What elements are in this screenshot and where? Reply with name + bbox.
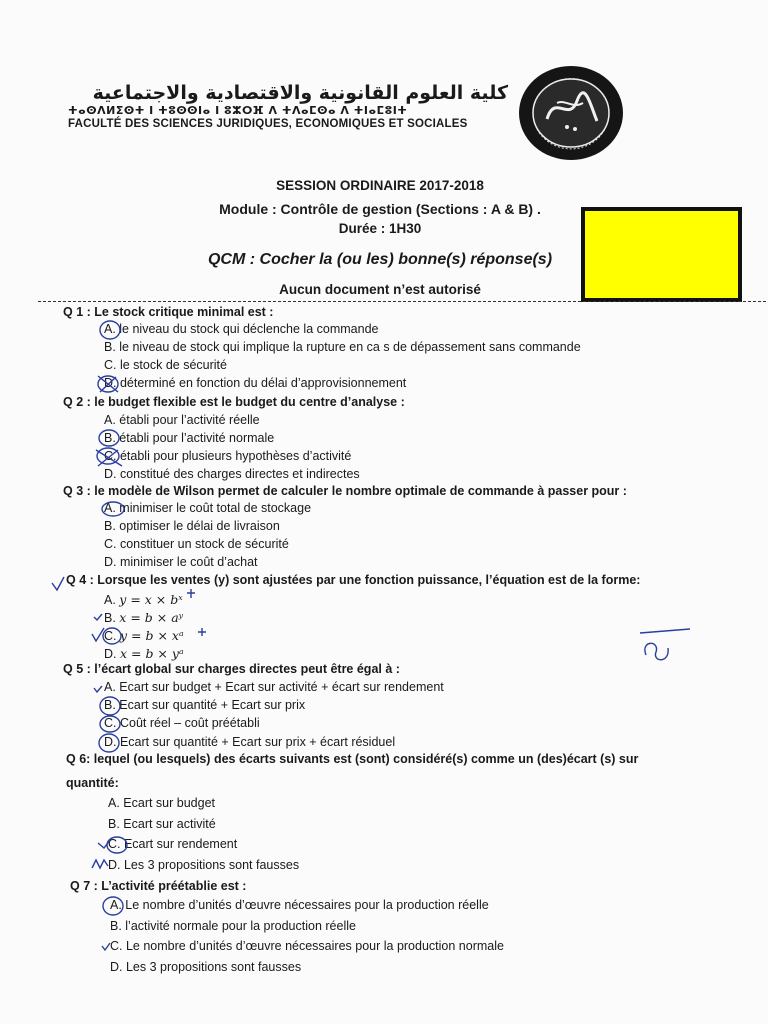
q3-option-a[interactable]: A. minimiser le coût total de stockage [104,501,312,515]
q3-option-c[interactable]: C. constituer un stock de sécurité [104,537,289,551]
q5-option-c[interactable]: C. Coût réel – coût préétabli [104,716,260,730]
q7-c-check-mark [102,943,110,950]
q5-option-b[interactable]: B. Ecart sur quantité + Ecart sur prix [104,698,306,712]
q5-a-check-mark [94,686,102,692]
faculty-name-arabic: كلية العلوم القانونية والاقتصادية والاجتماعية [92,82,508,104]
question-1: Q 1 : Le stock critique minimal est : [63,305,274,319]
q2-b-circle-mark [99,430,119,446]
q6-d-scribble-mark [92,860,108,868]
module-title: Module : Contrôle de gestion (Sections : A & B) . [219,201,541,217]
q2-option-c[interactable]: C. établi pour plusieurs hypothèses d’activité [104,449,352,463]
faculty-name-tifinagh: ⵜⴰⵙⴷⵍⵉⵙⵜ ⵏ ⵜⵓⵙⵙⵏⴰ ⵏ ⵓⵣⵔⴼ ⴷ ⵜⴷⴰⵎⵙⴰ ⴷ ⵜⵏⴰⵎⵓⵏⵜ [68,104,408,117]
q3-option-d[interactable]: D. minimiser le coût d’achat [104,555,258,569]
q4-a-annotation-mark [187,589,195,598]
q4-check-mark [52,577,64,590]
q5-option-a[interactable]: A. Ecart sur budget + Ecart sur activité + écart sur rendement [104,680,444,694]
q1-a-circle-mark [100,321,120,339]
q4-equation-a: y = x × bˣ [119,592,183,607]
q5-d-circle-mark [99,734,119,752]
q4-option-b-letter: B. [104,611,116,625]
q4-option-c-letter: C. [104,629,117,643]
margin-scribble-mark [640,629,690,660]
question-7: Q 7 : L’activité préétablie est : [70,879,247,893]
q4-option-a-letter: A. [104,593,116,607]
q4-c-check-mark [92,628,104,641]
question-3: Q 3 : le modèle de Wilson permet de calculer le nombre optimale de commande à passer pour : [63,484,627,498]
q2-option-a[interactable]: A. établi pour l’activité réelle [104,413,260,427]
q6-option-c[interactable]: C. Ecart sur rendement [108,837,238,851]
exam-duration: Durée : 1H30 [338,221,422,236]
q5-b-circle-mark [100,697,120,715]
qcm-instructions: QCM : Cocher la (ou les) bonne(s) réponse(s) [207,251,553,268]
q6-option-b[interactable]: B. Ecart sur activité [108,817,216,831]
q4-c-annotation-mark [198,628,206,636]
q7-option-b[interactable]: B. l’activité normale pour la production réelle [110,919,356,933]
q1-option-b[interactable]: B. le niveau de stock qui implique la rupture en ca s de dépassement sans commande [104,340,581,354]
q6-option-d[interactable]: D. Les 3 propositions sont fausses [108,858,300,872]
session-title: SESSION ORDINAIRE 2017-2018 [276,178,484,193]
q5-c-circle-mark [100,716,120,732]
q1-option-d[interactable]: D. déterminé en fonction du délai d’approvisionnement [104,376,407,390]
question-6: Q 6: lequel (ou lesquels) des écarts suivants est (sont) considéré(s) comme un (des)écart (s) sur [66,752,639,766]
q7-a-circle-mark [103,897,123,915]
q1-option-a[interactable]: A. le niveau du stock qui déclenche la commande [104,322,379,336]
q3-option-b[interactable]: B. optimiser le délai de livraison [104,519,280,533]
q4-equation-b: x = b × aʸ [119,610,184,625]
question-5: Q 5 : l’écart global sur charges directes peut être égal à : [63,662,400,676]
no-documents-notice: Aucun document n’est autorisé [279,282,481,297]
q4-equation-c: y = b × xᵃ [119,628,184,643]
question-4: Q 4 : Lorsque les ventes (y) sont ajustées par une fonction puissance, l’équation est de la forme: [66,573,641,587]
q7-option-d[interactable]: D. Les 3 propositions sont fausses [110,960,302,974]
q4-c-circle-mark [103,628,121,644]
question-2: Q 2 : le budget flexible est le budget du centre d’analyse : [63,395,405,409]
faculty-name-french: FACULTÉ DES SCIENCES JURIDIQUES, ECONOMIQUES ET SOCIALES [68,118,468,130]
q5-option-d[interactable]: D. Ecart sur quantité + Ecart sur prix + écart résiduel [104,735,396,749]
q2-option-d[interactable]: D. constitué des charges directes et indirectes [104,467,360,481]
q4-b-check-mark [94,614,102,620]
q7-option-a[interactable]: A. Le nombre d’unités d’œuvre nécessaires pour la production réelle [110,898,489,912]
question-6-line2: quantité: [66,776,119,790]
q6-c-circle-mark [107,837,127,853]
q1-option-c[interactable]: C. le stock de sécurité [104,358,227,372]
q4-option-d-letter: D. [104,647,117,661]
q3-a-circle-mark [102,502,124,516]
q4-equation-d: x = b × yᵃ [119,646,184,661]
q7-option-c[interactable]: C. Le nombre d’unités d’œuvre nécessaires pour la production normale [110,939,504,953]
q6-option-a[interactable]: A. Ecart sur budget [108,796,216,810]
q2-option-b[interactable]: B. établi pour l’activité normale [104,431,275,445]
